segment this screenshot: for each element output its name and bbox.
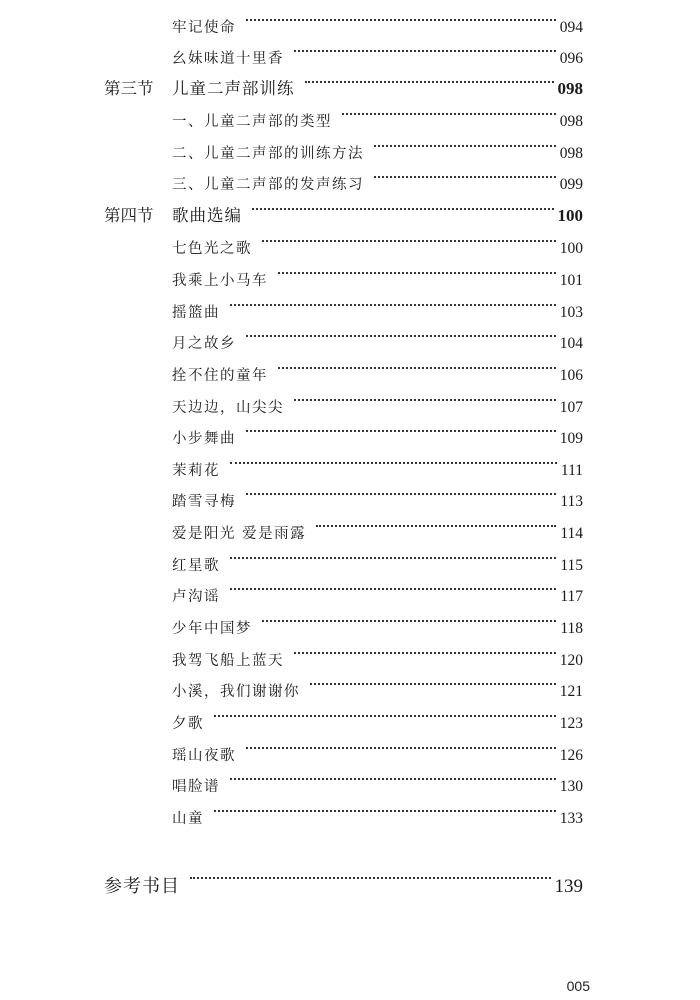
dot-leader — [246, 474, 556, 506]
toc-entry — [0, 506, 700, 542]
dot-leader — [252, 189, 554, 221]
toc-section — [0, 62, 700, 98]
section-page: 100 — [557, 206, 583, 225]
toc-entry-title: 我驾飞船上蓝天 — [172, 653, 284, 669]
toc-entry-page: 111 — [560, 462, 583, 479]
toc-entry-page: 126 — [559, 747, 583, 764]
dot-leader — [294, 380, 556, 412]
dot-leader — [278, 348, 556, 380]
dot-leader — [374, 157, 556, 189]
toc-entry-page: 100 — [559, 240, 583, 257]
dot-leader — [230, 538, 556, 570]
section-title: 歌曲选编 — [172, 206, 242, 225]
toc-entry-title: 瑶山夜歌 — [172, 748, 236, 764]
dot-leader — [230, 443, 557, 475]
toc-entry-title: 小溪，我们谢谢你 — [172, 684, 300, 700]
toc-entry-title: 唱脸谱 — [172, 779, 220, 795]
toc-entry — [0, 253, 700, 289]
dot-leader — [246, 728, 556, 760]
toc-entry-title: 天边边，山尖尖 — [172, 400, 284, 416]
dot-leader — [294, 633, 556, 665]
toc-entry-title: 月之故乡 — [172, 336, 236, 352]
dot-leader — [230, 759, 556, 791]
toc-entry-page: 120 — [559, 652, 583, 669]
dot-leader — [262, 601, 556, 633]
toc-entry — [0, 157, 700, 193]
section-page: 098 — [557, 79, 583, 98]
toc-entry-page: 104 — [559, 335, 583, 352]
toc-entry-page: 107 — [559, 399, 583, 416]
toc-entry-title: 踏雪寻梅 — [172, 494, 236, 510]
toc-entry-title: 少年中国梦 — [172, 621, 252, 637]
dot-leader — [342, 94, 556, 126]
toc-entry — [0, 664, 700, 700]
dot-leader — [246, 411, 556, 443]
references-entry — [0, 852, 700, 897]
toc-entry-page: 113 — [560, 493, 583, 510]
toc-entry-title: 一、儿童二声部的类型 — [172, 114, 332, 130]
toc-section — [0, 189, 700, 225]
toc-entry-page: 117 — [560, 588, 583, 605]
toc-entry — [0, 601, 700, 637]
toc-entry-title: 红星歌 — [172, 558, 220, 574]
toc-entry — [0, 0, 700, 36]
toc-entry — [0, 633, 700, 669]
section-title: 儿童二声部训练 — [172, 79, 295, 98]
toc-entry-title: 拴不住的童年 — [172, 368, 268, 384]
toc-entry-title: 茉莉花 — [172, 463, 220, 479]
toc-entry — [0, 94, 700, 130]
toc-entry-page: 118 — [560, 620, 583, 637]
references-title: 参考书目 — [104, 876, 180, 897]
dot-leader — [246, 316, 556, 348]
toc-entry-page: 106 — [559, 367, 583, 384]
dot-leader — [310, 664, 556, 696]
toc-entry-title: 小步舞曲 — [172, 431, 236, 447]
toc-entry-title: 牢记使命 — [172, 20, 236, 36]
dot-leader — [214, 696, 556, 728]
toc-entry-page: 094 — [559, 19, 583, 36]
toc-entry — [0, 348, 700, 384]
dot-leader — [230, 569, 556, 601]
toc-entry-page: 114 — [560, 525, 583, 542]
toc-entry — [0, 443, 700, 479]
toc-entry-page: 109 — [559, 430, 583, 447]
toc-entry — [0, 316, 700, 352]
toc-entry — [0, 285, 700, 321]
toc-entry — [0, 380, 700, 416]
toc-entry-page: 103 — [559, 304, 583, 321]
dot-leader — [305, 62, 554, 94]
toc-entry-page: 101 — [559, 272, 583, 289]
toc-entry-title: 我乘上小马车 — [172, 273, 268, 289]
toc-entry-page: 121 — [559, 683, 583, 700]
toc-entry-page: 123 — [559, 715, 583, 732]
section-label: 第三节 — [104, 79, 154, 98]
page-number: 005 — [566, 978, 590, 994]
toc-entry-page: 098 — [559, 113, 583, 130]
toc-entry — [0, 31, 700, 67]
toc-entry — [0, 221, 700, 257]
toc-entry — [0, 569, 700, 605]
toc-entry — [0, 474, 700, 510]
toc-entry — [0, 728, 700, 764]
toc-entry-page: 099 — [559, 176, 583, 193]
dot-leader — [316, 506, 556, 538]
toc-entry — [0, 411, 700, 447]
dot-leader — [374, 126, 556, 158]
toc-entry — [0, 538, 700, 574]
toc-entry-title: 爱是阳光 爱是雨露 — [172, 526, 307, 542]
toc-entry-page: 098 — [559, 145, 583, 162]
toc-entry-title: 摇篮曲 — [172, 305, 220, 321]
toc-entry-page: 133 — [559, 810, 583, 827]
toc-entry-title: 幺妹味道十里香 — [172, 51, 284, 67]
dot-leader — [278, 253, 556, 285]
toc-entry-title: 卢沟谣 — [172, 589, 220, 605]
toc-entry-page: 096 — [559, 50, 583, 67]
toc-entry — [0, 696, 700, 732]
toc-entry-title: 夕歌 — [172, 716, 204, 732]
toc-entry-page: 115 — [560, 557, 583, 574]
section-label: 第四节 — [104, 206, 154, 225]
dot-leader — [230, 285, 556, 317]
toc-entry-title: 二、儿童二声部的训练方法 — [172, 146, 364, 162]
references-page: 139 — [554, 876, 583, 897]
toc-entry-title: 七色光之歌 — [172, 241, 252, 257]
dot-leader — [190, 852, 551, 892]
dot-leader — [214, 791, 556, 823]
dot-leader — [246, 0, 556, 32]
dot-leader — [294, 31, 556, 63]
toc-entry — [0, 126, 700, 162]
toc-entry — [0, 759, 700, 795]
toc-entry — [0, 791, 700, 827]
dot-leader — [262, 221, 556, 253]
toc-entry-title: 山童 — [172, 811, 204, 827]
toc-entry-title: 三、儿童二声部的发声练习 — [172, 177, 364, 193]
toc-entry-page: 130 — [559, 778, 583, 795]
